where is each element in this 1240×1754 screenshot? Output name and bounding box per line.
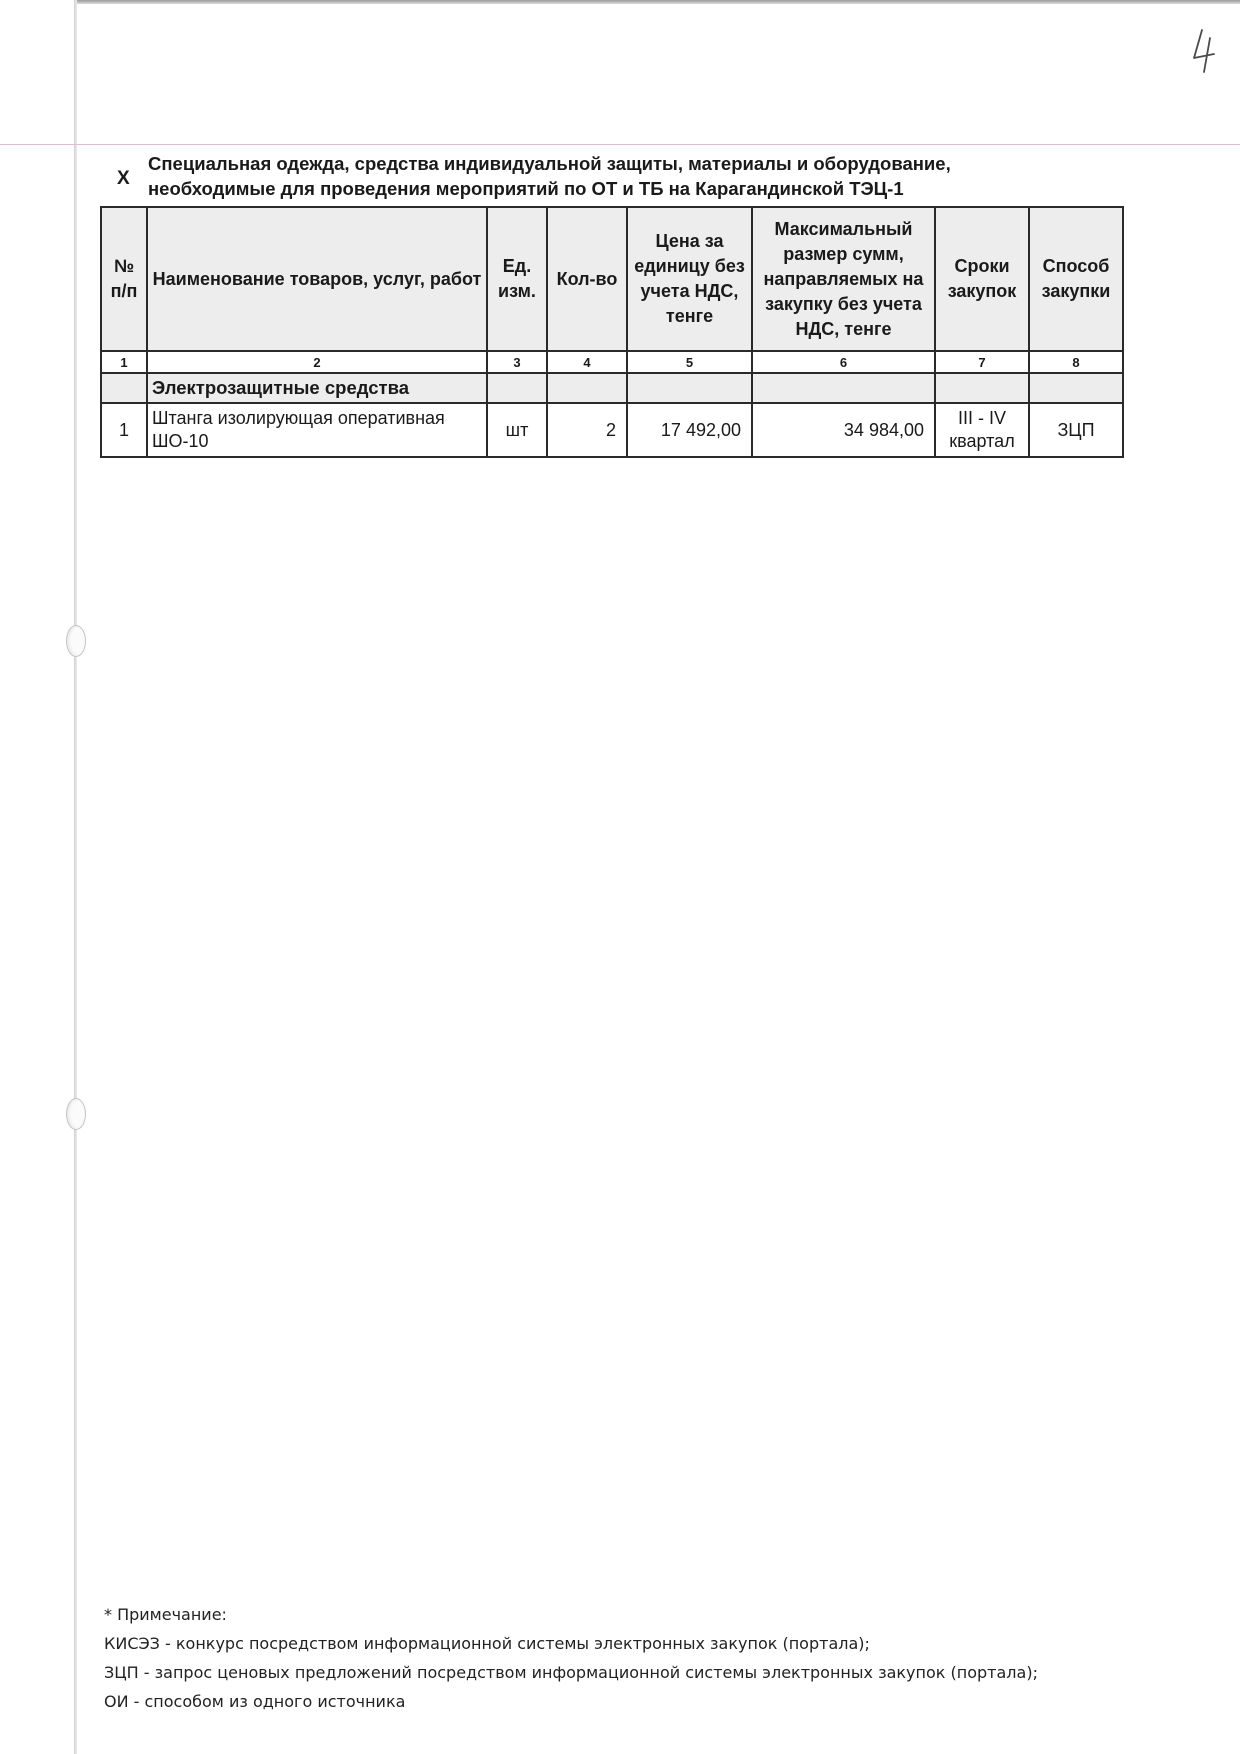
section-marker: X xyxy=(117,168,130,189)
row-max-sum: 34 984,00 xyxy=(752,403,935,457)
column-number: 3 xyxy=(487,351,547,373)
column-number: 8 xyxy=(1029,351,1123,373)
footnote-line: КИСЭЗ - конкурс посредством информационной системы электронных закупок (портала); xyxy=(104,1634,870,1653)
category-row xyxy=(101,373,1123,403)
column-number: 4 xyxy=(547,351,627,373)
column-number: 2 xyxy=(147,351,487,373)
column-number: 1 xyxy=(101,351,147,373)
scan-pink-line xyxy=(0,144,1240,145)
row-qty: 2 xyxy=(547,403,627,457)
row-price: 17 492,00 xyxy=(627,403,752,457)
header-terms: Сроки закупок xyxy=(935,207,1029,351)
category-empty-cell xyxy=(101,373,147,403)
header-qty: Кол-во xyxy=(547,207,627,351)
row-method: ЗЦП xyxy=(1029,403,1123,457)
column-number-row xyxy=(101,351,1123,373)
row-num: 1 xyxy=(101,403,147,457)
header-unit: Ед. изм. xyxy=(487,207,547,351)
header-name: Наименование товаров, услуг, работ xyxy=(147,207,487,351)
category-empty-cell xyxy=(752,373,935,403)
procurement-table xyxy=(100,206,1124,458)
footnote xyxy=(104,1600,1184,1716)
row-name: Штанга изолирующая оперативная ШО-10 xyxy=(147,403,487,457)
scan-top-edge xyxy=(75,0,1240,4)
column-number: 6 xyxy=(752,351,935,373)
category-empty-cell xyxy=(1029,373,1123,403)
table-header-row xyxy=(101,207,1123,351)
footnote-line: ЗЦП - запрос ценовых предложений посредством информационной системы электронных закупок (портала); xyxy=(104,1663,1038,1682)
section-title-line: Специальная одежда, средства индивидуальной защиты, материалы и оборудование, xyxy=(148,153,951,174)
category-empty-cell xyxy=(627,373,752,403)
section-title xyxy=(148,151,1048,201)
category-empty-cell xyxy=(547,373,627,403)
header-price: Цена за единицу без учета НДС, тенге xyxy=(627,207,752,351)
header-num: № п/п xyxy=(101,207,147,351)
section-title-line: необходимые для проведения мероприятий по ОТ и ТБ на Карагандинской ТЭЦ-1 xyxy=(148,178,904,199)
footnote-title: * Примечание: xyxy=(104,1605,227,1624)
category-empty-cell xyxy=(487,373,547,403)
punch-hole xyxy=(66,1098,86,1130)
row-terms: III - IV квартал xyxy=(935,403,1029,457)
category-empty-cell xyxy=(935,373,1029,403)
category-name: Электрозащитные средства xyxy=(147,373,487,403)
punch-hole xyxy=(66,625,86,657)
column-number: 5 xyxy=(627,351,752,373)
table-row xyxy=(101,403,1123,457)
header-max-sum: Максимальный размер сумм, направляемых на закупку без учета НДС, тенге xyxy=(752,207,935,351)
column-number: 7 xyxy=(935,351,1029,373)
handwritten-page-number xyxy=(1188,26,1218,74)
row-unit: шт xyxy=(487,403,547,457)
header-method: Способ закупки xyxy=(1029,207,1123,351)
scan-left-edge xyxy=(74,0,77,1754)
footnote-line: ОИ - способом из одного источника xyxy=(104,1692,406,1711)
